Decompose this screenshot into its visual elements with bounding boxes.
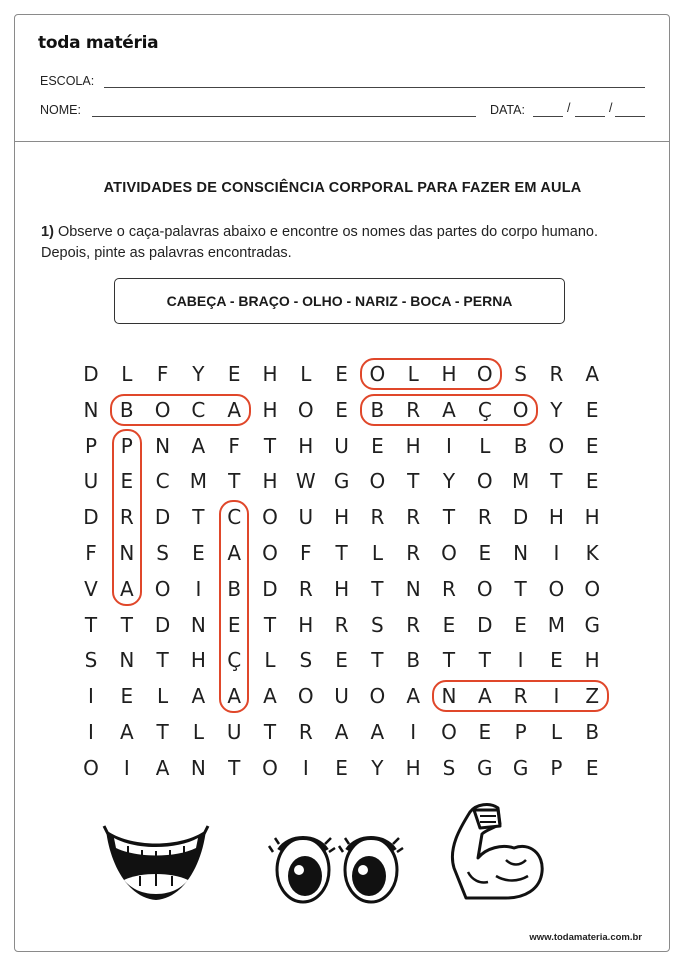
grid-letter[interactable]: F: [300, 541, 312, 565]
grid-letter[interactable]: R: [370, 505, 385, 530]
grid-letter[interactable]: A: [442, 397, 456, 422]
grid-letter[interactable]: Y: [550, 397, 563, 422]
grid-letter[interactable]: O: [154, 397, 171, 422]
grid-letter[interactable]: T: [156, 648, 169, 673]
grid-letter[interactable]: O: [369, 469, 386, 494]
grid-letter[interactable]: F: [156, 362, 169, 386]
grid-letter[interactable]: P: [120, 433, 133, 458]
grid-letter[interactable]: T: [407, 469, 420, 494]
grid-letter[interactable]: D: [83, 505, 99, 530]
grid-letter[interactable]: R: [406, 612, 421, 637]
grid-letter[interactable]: O: [441, 720, 457, 744]
grid-letter[interactable]: R: [298, 576, 313, 601]
grid-letter[interactable]: L: [264, 648, 276, 673]
grid-letter[interactable]: E: [227, 612, 241, 637]
grid-letter[interactable]: R: [406, 541, 421, 565]
grid-letter[interactable]: L: [157, 684, 169, 709]
grid-letter[interactable]: U: [334, 684, 349, 709]
grid-letter[interactable]: O: [476, 469, 493, 494]
grid-letter[interactable]: H: [262, 397, 278, 422]
grid-letter[interactable]: O: [512, 397, 529, 422]
grid-letter[interactable]: R: [477, 505, 492, 530]
grid-letter[interactable]: T: [442, 648, 456, 673]
grid-letter[interactable]: N: [190, 612, 206, 637]
grid-letter[interactable]: O: [584, 576, 601, 601]
grid-letter[interactable]: Y: [192, 362, 205, 386]
grid-letter[interactable]: E: [585, 755, 599, 780]
grid-letter[interactable]: L: [407, 362, 419, 386]
grid-letter[interactable]: T: [371, 648, 384, 673]
worksheet-title: ATIVIDADES DE CONSCIÊNCIA CORPORAL PARA FAZER EM AULA: [103, 180, 582, 196]
grid-letter[interactable]: M: [511, 469, 530, 494]
grid-letter[interactable]: S: [156, 541, 169, 565]
grid-letter[interactable]: A: [227, 541, 242, 565]
grid-letter[interactable]: U: [334, 433, 349, 458]
grid-letter[interactable]: H: [584, 505, 600, 530]
grid-letter[interactable]: N: [190, 755, 206, 780]
grid-letter[interactable]: B: [119, 397, 134, 422]
grid-letter[interactable]: O: [548, 576, 565, 601]
grid-letter[interactable]: O: [297, 684, 314, 709]
grid-letter[interactable]: L: [550, 720, 562, 744]
grid-letter[interactable]: S: [514, 362, 527, 386]
grid-letter[interactable]: A: [334, 720, 349, 744]
grid-letter[interactable]: A: [477, 684, 492, 709]
grid-letter[interactable]: S: [84, 648, 98, 673]
grid-letter[interactable]: I: [88, 684, 94, 709]
grid-letter[interactable]: O: [262, 541, 278, 565]
grid-letter[interactable]: P: [84, 433, 98, 458]
grid-letter[interactable]: C: [155, 469, 170, 494]
grid-letter[interactable]: T: [263, 433, 277, 458]
grid-letter[interactable]: O: [476, 576, 493, 601]
question-number: 1): [41, 224, 54, 240]
grid-letter[interactable]: O: [297, 397, 314, 422]
grid-letter[interactable]: N: [83, 397, 99, 422]
grid-letter[interactable]: D: [512, 505, 529, 530]
brand-logo: toda matéria: [38, 33, 159, 53]
grid-letter[interactable]: R: [513, 684, 528, 709]
grid-letter[interactable]: O: [548, 433, 565, 458]
grid-letter[interactable]: A: [191, 433, 206, 458]
grid-letter[interactable]: E: [335, 755, 348, 780]
grid-letter[interactable]: I: [553, 684, 560, 709]
grid-letter[interactable]: R: [119, 505, 134, 530]
mouth-icon: [100, 824, 212, 904]
grid-letter[interactable]: D: [83, 362, 99, 386]
grid-letter[interactable]: L: [300, 362, 312, 386]
eyes-icon: [265, 826, 410, 906]
grid-letter[interactable]: E: [335, 362, 348, 386]
grid-letter[interactable]: N: [405, 576, 421, 601]
grid-letter[interactable]: K: [585, 541, 599, 565]
grid-letter[interactable]: E: [585, 433, 599, 458]
grid-letter[interactable]: A: [119, 576, 134, 601]
grid-letter[interactable]: O: [369, 362, 386, 386]
grid-letter[interactable]: A: [155, 755, 170, 780]
grid-letter[interactable]: D: [477, 612, 493, 637]
grid-letter[interactable]: T: [550, 469, 563, 494]
grid-letter[interactable]: F: [228, 433, 240, 458]
grid-letter[interactable]: Ç: [477, 397, 492, 422]
grid-letter[interactable]: N: [513, 541, 529, 565]
grid-letter[interactable]: H: [548, 505, 564, 530]
grid-letter[interactable]: A: [406, 684, 421, 709]
date-label: DATA:: [490, 103, 525, 117]
grid-letter[interactable]: E: [442, 612, 456, 637]
grid-letter[interactable]: T: [514, 576, 527, 601]
grid-letter[interactable]: E: [585, 397, 599, 422]
grid-letter[interactable]: O: [441, 541, 457, 565]
grid-letter[interactable]: R: [442, 576, 456, 601]
grid-letter[interactable]: H: [190, 648, 206, 673]
grid-letter[interactable]: L: [479, 433, 491, 458]
grid-letter[interactable]: N: [119, 541, 135, 565]
grid-letter[interactable]: E: [371, 433, 384, 458]
school-label: ESCOLA:: [40, 74, 95, 88]
grid-letter[interactable]: O: [262, 755, 278, 780]
grid-letter[interactable]: T: [371, 576, 384, 601]
grid-letter[interactable]: T: [228, 469, 241, 494]
grid-letter[interactable]: O: [154, 576, 171, 601]
grid-letter[interactable]: A: [585, 362, 600, 386]
grid-letter[interactable]: H: [298, 612, 314, 637]
grid-letter[interactable]: A: [227, 684, 242, 709]
grid-letter[interactable]: P: [550, 755, 563, 780]
grid-letter[interactable]: U: [83, 469, 99, 494]
grid-letter[interactable]: E: [478, 541, 492, 565]
grid-letter[interactable]: B: [370, 397, 385, 422]
grid-letter[interactable]: T: [335, 541, 348, 565]
grid-letter[interactable]: Y: [371, 755, 384, 780]
grid-letter[interactable]: I: [88, 720, 94, 744]
word-list: CABEÇA - BRAÇO - OLHO - NARIZ - BOCA - PERNA: [166, 293, 513, 309]
grid-letter[interactable]: A: [370, 720, 385, 744]
grid-letter[interactable]: H: [584, 648, 600, 673]
grid-letter[interactable]: A: [227, 397, 242, 422]
name-label: NOME:: [40, 103, 81, 117]
grid-letter[interactable]: T: [120, 612, 133, 637]
grid-letter[interactable]: T: [192, 505, 205, 530]
grid-letter[interactable]: R: [549, 362, 564, 386]
grid-letter[interactable]: L: [371, 541, 383, 565]
grid-letter[interactable]: A: [119, 720, 134, 744]
grid-letter[interactable]: G: [512, 755, 529, 780]
grid-letter[interactable]: Ç: [227, 648, 242, 673]
grid-letter[interactable]: S: [442, 755, 456, 780]
grid-letter[interactable]: M: [547, 612, 566, 637]
grid-letter[interactable]: M: [189, 469, 208, 494]
grid-letter[interactable]: I: [410, 720, 417, 744]
grid-letter[interactable]: R: [298, 720, 313, 744]
grid-letter[interactable]: H: [334, 576, 350, 601]
grid-letter[interactable]: Y: [442, 469, 456, 494]
instruction-text: Observe o caça-palavras abaixo e encontre os nomes das partes do corpo humano. Depois, pinte as palavras encontradas.: [41, 224, 598, 261]
grid-letter[interactable]: N: [441, 684, 457, 709]
grid-letter[interactable]: T: [156, 720, 169, 744]
grid-letter[interactable]: R: [406, 505, 421, 530]
grid-letter[interactable]: G: [584, 612, 600, 637]
grid-letter[interactable]: O: [262, 505, 278, 530]
grid-letter[interactable]: G: [477, 755, 493, 780]
grid-letter[interactable]: E: [120, 469, 134, 494]
grid-letter[interactable]: T: [228, 755, 241, 780]
grid-letter[interactable]: N: [155, 433, 171, 458]
grid-letter[interactable]: A: [263, 684, 277, 709]
flexed-arm-icon: [446, 798, 546, 900]
grid-letter[interactable]: V: [84, 576, 98, 601]
grid-letter[interactable]: T: [263, 612, 277, 637]
grid-letter[interactable]: U: [298, 505, 314, 530]
grid-letter[interactable]: L: [121, 362, 133, 386]
grid-letter[interactable]: E: [335, 648, 348, 673]
grid-letter[interactable]: C: [191, 397, 206, 422]
grid-letter[interactable]: D: [154, 505, 171, 530]
grid-letter[interactable]: T: [442, 505, 456, 530]
grid-letter[interactable]: E: [585, 469, 599, 494]
grid-letter[interactable]: E: [227, 362, 241, 386]
grid-letter[interactable]: I: [553, 541, 560, 565]
grid-letter[interactable]: E: [478, 720, 492, 744]
grid-letter[interactable]: H: [405, 433, 421, 458]
grid-letter[interactable]: I: [446, 433, 452, 458]
grid-letter[interactable]: E: [192, 541, 205, 565]
grid-letter[interactable]: E: [335, 397, 348, 422]
grid-letter[interactable]: T: [263, 720, 277, 744]
grid-letter[interactable]: O: [83, 755, 99, 780]
grid-letter[interactable]: H: [262, 469, 278, 494]
grid-letter[interactable]: E: [514, 612, 527, 637]
grid-letter[interactable]: Z: [585, 684, 600, 709]
grid-letter[interactable]: B: [513, 433, 528, 458]
grid-letter[interactable]: U: [226, 720, 242, 744]
grid-letter[interactable]: I: [195, 576, 202, 601]
grid-letter[interactable]: S: [371, 612, 384, 637]
grid-letter[interactable]: I: [302, 755, 309, 780]
grid-letter[interactable]: B: [227, 576, 242, 601]
grid-letter[interactable]: T: [84, 612, 98, 637]
grid-letter[interactable]: T: [478, 648, 491, 673]
grid-letter[interactable]: I: [517, 648, 524, 673]
footer-url: www.todamateria.com.br: [529, 932, 642, 943]
grid-letter[interactable]: H: [262, 362, 278, 386]
date-separator: /: [609, 101, 613, 115]
grid-letter[interactable]: H: [405, 755, 421, 780]
grid-letter[interactable]: D: [154, 612, 171, 637]
date-separator: /: [567, 101, 571, 115]
grid-letter[interactable]: R: [334, 612, 349, 637]
grid-letter[interactable]: F: [85, 541, 97, 565]
grid-letter[interactable]: S: [299, 648, 313, 673]
grid-letter[interactable]: B: [406, 648, 421, 673]
grid-letter[interactable]: O: [369, 684, 386, 709]
grid-letter[interactable]: H: [441, 362, 457, 386]
grid-letter[interactable]: E: [120, 684, 134, 709]
grid-letter[interactable]: B: [585, 720, 600, 744]
grid-letter[interactable]: I: [123, 755, 130, 780]
grid-letter[interactable]: C: [227, 505, 242, 530]
grid-letter[interactable]: W: [295, 469, 316, 494]
grid-letter[interactable]: H: [298, 433, 314, 458]
grid-letter[interactable]: N: [119, 648, 135, 673]
grid-letter[interactable]: R: [406, 397, 421, 422]
grid-letter[interactable]: G: [333, 469, 350, 494]
grid-letter[interactable]: A: [191, 684, 206, 709]
grid-letter[interactable]: D: [262, 576, 278, 601]
grid-letter[interactable]: E: [550, 648, 563, 673]
grid-letter[interactable]: L: [192, 720, 204, 744]
grid-letter[interactable]: H: [334, 505, 350, 530]
grid-letter[interactable]: O: [476, 362, 493, 386]
grid-letter[interactable]: P: [514, 720, 527, 744]
